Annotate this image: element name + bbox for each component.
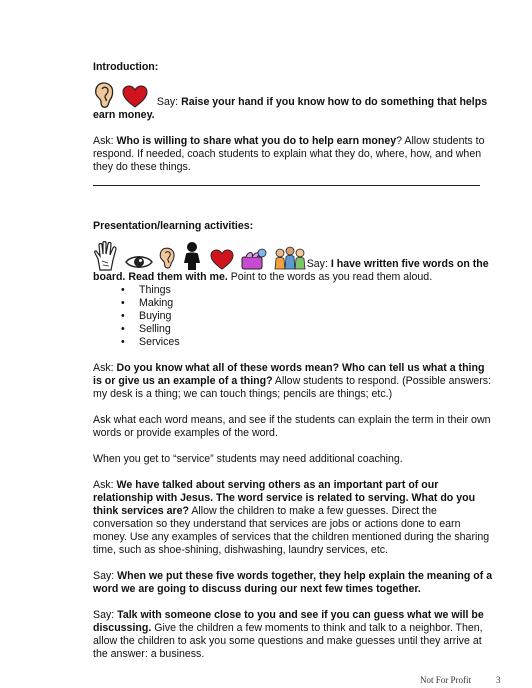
presentation-say-paragraph xyxy=(93,241,493,284)
presentation-say-rest: Point to the words as you read them aloud. xyxy=(227,271,433,283)
ask-label: Ask: xyxy=(93,479,117,491)
say-label: Say: xyxy=(93,609,118,621)
intro-ask-bold: Who is willing to share what you do to help earn money xyxy=(116,135,397,147)
page-number: 3 xyxy=(496,675,501,685)
hand-icon xyxy=(93,241,119,271)
say-five-words-paragraph xyxy=(93,570,493,596)
say-talk-rest: Give the children a few moments to think and talk to a neighbor. Then, allow the children to ask you some questions and make guesses until they arrive at the answer: a business. xyxy=(93,622,483,660)
eye-icon xyxy=(125,253,153,271)
presentation-say-bold: I have written five words on the board. Read them with me. xyxy=(93,258,489,283)
list-item: • Making xyxy=(129,297,493,310)
page-footer xyxy=(420,674,501,687)
say-label: Say: xyxy=(93,570,118,582)
list-item: • Buying xyxy=(129,310,493,323)
presentation-heading: Presentation/learning activities: xyxy=(93,220,254,232)
service-coaching-paragraph: When you get to “service” students may need additional coaching. xyxy=(93,453,403,465)
section-divider xyxy=(93,185,480,186)
intro-say-label: Say: xyxy=(156,96,182,108)
intro-ask-label: Ask: xyxy=(93,135,117,147)
intro-say-text: Raise your hand if you know how to do something that helps earn money. xyxy=(93,96,488,121)
ear-icon xyxy=(93,81,115,109)
presentation-icons xyxy=(93,241,307,271)
word-list xyxy=(93,284,493,349)
say-talk-bold: Talk with someone close to you and see if you can guess what we will be discussing. xyxy=(93,609,484,634)
intro-ask-rest: ? Allow students to respond. If needed, coach students to explain what they do, where, how, and when they do these things. xyxy=(93,135,485,173)
list-item: • Selling xyxy=(129,323,493,336)
intro-icons xyxy=(93,81,148,109)
say-five-words-bold: When we put these five words together, they help explain the meaning of a word we are going to discuss during our next few times together. xyxy=(93,570,493,595)
gift-icon xyxy=(240,247,268,271)
ask-services-rest: Allow the children to make a few guesses. Direct the conversation so they understand that services are jobs or actions done to earn money. Use any examples of services that the children mentioned during the sharing time, such as shoe-shining, dishwashing, laundry services, etc. xyxy=(93,505,490,556)
list-item: • Things xyxy=(129,284,493,297)
word-meaning-paragraph: Ask what each word means, and see if the students can explain the term in their own words or provide examples of the word. xyxy=(93,414,491,439)
intro-ask-paragraph xyxy=(93,135,493,174)
heart-icon xyxy=(122,85,148,109)
ask-meaning-bold: Do you know what all of these words mean? Who can tell us what a thing is or give us an example of a thing? xyxy=(93,362,485,387)
intro-say-paragraph xyxy=(93,81,493,122)
child-silhouette-icon xyxy=(181,241,203,271)
ask-services-bold: We have talked about serving others as an important part of our relationship with Jesus. The word service is related to serving. What do you think services are? xyxy=(93,479,476,517)
ask-label: Ask: xyxy=(93,362,117,374)
people-group-icon xyxy=(273,245,307,271)
list-item: • Services xyxy=(129,336,493,349)
page-content xyxy=(93,61,493,661)
heart-icon xyxy=(210,249,234,271)
ask-meaning-rest: Allow students to respond. (Possible answers: my desk is a thing; we can touch things; pencils are things; etc.) xyxy=(93,375,492,400)
introduction-heading: Introduction: xyxy=(93,61,159,73)
say-talk-paragraph xyxy=(93,609,493,661)
ask-services-paragraph xyxy=(93,479,493,557)
footer-label: Not For Profit xyxy=(420,675,472,685)
presentation-say-label: Say: xyxy=(306,258,331,270)
ask-meaning-paragraph xyxy=(93,362,493,401)
ear-icon xyxy=(158,245,176,271)
